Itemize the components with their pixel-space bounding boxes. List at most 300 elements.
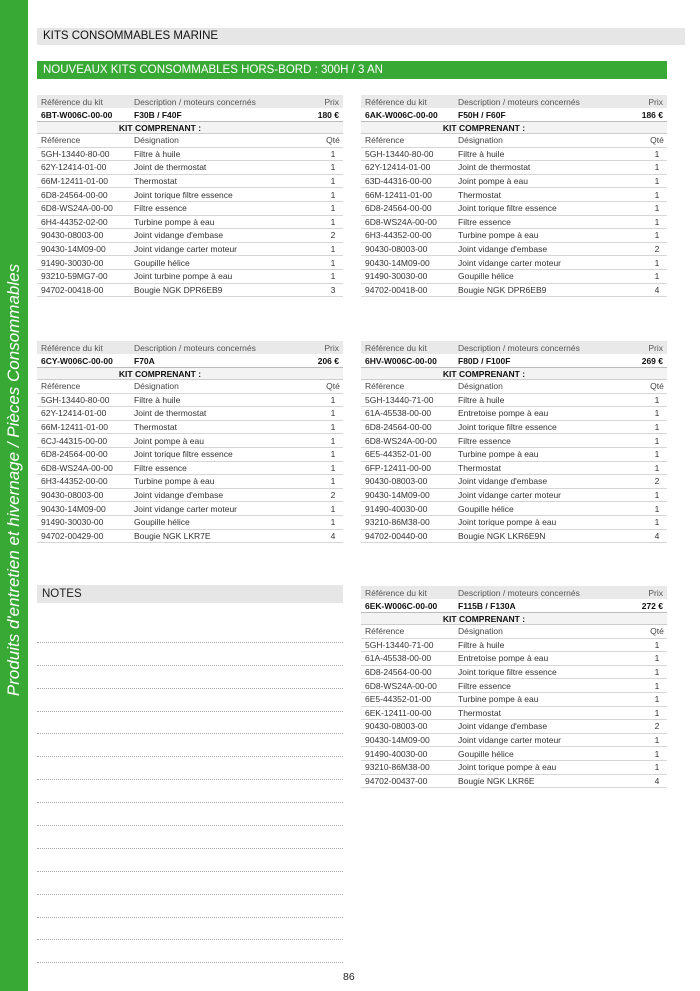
table-row [361,462,667,476]
table-row [361,693,667,707]
part-reference: 90430-08003-00 [41,230,104,241]
col-reference: Référence [365,626,405,637]
kit-desc-label: Description / moteurs concernés [458,96,580,107]
part-qty: 1 [330,162,336,173]
part-qty: 1 [654,762,660,773]
part-reference: 6H3-44352-00-00 [41,476,108,487]
part-reference: 6D8-24564-00-00 [365,667,432,678]
note-line [37,803,343,826]
col-designation: Désignation [458,381,503,392]
table-row [37,530,343,544]
table-row [361,229,667,243]
part-reference: 91490-40030-00 [365,503,428,514]
part-designation: Thermostat [458,462,501,473]
part-reference: 90430-14M09-00 [365,735,430,746]
table-row [37,516,343,530]
part-qty: 1 [654,162,660,173]
kit-ref: 6AK-W006C-00-00 [365,109,438,120]
table-row [361,175,667,189]
kit-desc-label: Description / moteurs concernés [134,96,256,107]
kit-header [361,586,667,599]
part-designation: Bougie NGK DPR6EB9 [134,284,223,295]
part-designation: Bougie NGK LKR6E9N [458,530,546,541]
table-row [37,270,343,284]
part-qty: 2 [654,721,660,732]
kit-models: F115B / F130A [458,600,516,611]
part-qty: 4 [654,775,660,786]
part-reference: 61A-45538-00-00 [365,653,432,664]
col-qty: Qté [326,381,340,392]
part-qty: 1 [330,216,336,227]
table-row [37,434,343,448]
part-qty: 1 [330,422,336,433]
part-designation: Bougie NGK LKR7E [134,530,211,541]
table-row [361,394,667,408]
part-qty: 1 [654,667,660,678]
part-reference: 90430-08003-00 [41,490,104,501]
part-qty: 1 [330,271,336,282]
part-designation: Joint vidange d'embase [134,490,224,501]
part-qty: 1 [654,176,660,187]
section-title: KITS CONSOMMABLES MARINE [37,28,685,45]
part-reference: 66M-12411-01-00 [365,189,432,200]
kit-main-row [37,108,343,122]
part-designation: Filtre à huile [134,148,181,159]
part-reference: 6D8-WS24A-00-00 [365,680,437,691]
part-qty: 1 [654,694,660,705]
kit-main-row [361,354,667,368]
part-designation: Filtre essence [134,462,187,473]
note-line [37,643,343,666]
part-designation: Joint de thermostat [134,162,207,173]
kit-ref: 6EK-W006C-00-00 [365,600,438,611]
part-designation: Goupille hélice [458,271,514,282]
kit-ref-label: Référence du kit [365,342,427,353]
part-designation: Joint vidange d'embase [458,721,548,732]
part-qty: 1 [654,639,660,650]
table-row [361,270,667,284]
banner-title: NOUVEAUX KITS CONSOMMABLES HORS-BORD : 300H / 3 AN [37,61,667,79]
part-reference: 91490-40030-00 [365,748,428,759]
col-qty: Qté [650,135,664,146]
table-row [361,516,667,530]
table-row [361,502,667,516]
part-designation: Joint torique filtre essence [458,667,557,678]
part-reference: 5GH-13440-80-00 [41,148,110,159]
part-reference: 91490-30030-00 [365,271,428,282]
part-qty: 1 [654,653,660,664]
part-designation: Joint vidange d'embase [458,476,548,487]
part-reference: 5GH-13440-80-00 [365,148,434,159]
kit-main-row [37,354,343,368]
kit-table [37,341,343,543]
notes-lines [37,620,343,963]
part-qty: 1 [654,230,660,241]
part-qty: 1 [654,203,660,214]
part-designation: Thermostat [458,707,501,718]
table-row [361,734,667,748]
part-qty: 3 [330,284,336,295]
part-designation: Filtre essence [458,680,511,691]
part-designation: Joint torique filtre essence [458,203,557,214]
table-row [37,175,343,189]
part-reference: 90430-14M09-00 [41,503,106,514]
part-designation: Turbine pompe à eau [458,694,539,705]
kit-desc-label: Description / moteurs concernés [134,342,256,353]
col-designation: Désignation [458,626,503,637]
part-reference: 91490-30030-00 [41,257,104,268]
part-reference: 94702-00418-00 [365,284,428,295]
part-reference: 91490-30030-00 [41,517,104,528]
col-qty: Qté [326,135,340,146]
part-reference: 6H3-44352-00-00 [365,230,432,241]
kit-column-header [361,625,667,639]
kit-column-header [361,380,667,394]
part-qty: 1 [654,422,660,433]
part-qty: 1 [654,148,660,159]
part-reference: 66M-12411-01-00 [41,176,108,187]
notes-title: NOTES [37,585,343,603]
table-row [361,530,667,544]
part-qty: 1 [654,408,660,419]
table-row [37,243,343,257]
kit-desc-label: Description / moteurs concernés [458,587,580,598]
part-designation: Bougie NGK LKR6E [458,775,535,786]
part-qty: 1 [654,707,660,718]
table-row [37,229,343,243]
part-reference: 62Y-12414-01-00 [365,162,431,173]
table-row [361,421,667,435]
part-designation: Turbine pompe à eau [134,216,215,227]
part-reference: 6FP-12411-00-00 [365,462,431,473]
kit-desc-label: Description / moteurs concernés [458,342,580,353]
part-qty: 1 [654,680,660,691]
table-row [361,148,667,162]
table-row [361,489,667,503]
part-reference: 63D-44316-00-00 [365,176,432,187]
table-row [37,202,343,216]
table-row [361,707,667,721]
part-reference: 94702-00440-00 [365,530,428,541]
part-reference: 90430-08003-00 [365,476,428,487]
col-designation: Désignation [134,135,179,146]
part-qty: 1 [654,735,660,746]
kit-header [361,95,667,108]
part-reference: 6D8-WS24A-00-00 [41,462,113,473]
part-reference: 90430-08003-00 [365,721,428,732]
table-row [37,502,343,516]
part-qty: 4 [330,530,336,541]
kit-main-row [361,108,667,122]
part-designation: Thermostat [134,422,177,433]
table-row [361,775,667,789]
kit-table [361,341,667,543]
part-designation: Filtre à huile [134,394,181,405]
kit-models: F30B / F40F [134,109,182,120]
part-qty: 1 [330,435,336,446]
side-bar [0,0,28,991]
kit-price-label: Prix [648,342,663,353]
kit-price: 206 € [317,355,339,366]
part-reference: 90430-14M09-00 [365,490,430,501]
note-line [37,918,343,941]
kit-price-label: Prix [324,96,339,107]
col-qty: Qté [650,626,664,637]
part-reference: 93210-86M38-00 [365,762,430,773]
table-row [37,394,343,408]
part-qty: 4 [654,284,660,295]
part-designation: Joint torique filtre essence [134,449,233,460]
part-qty: 1 [330,462,336,473]
part-reference: 6EK-12411-00-00 [365,707,432,718]
part-reference: 94702-00418-00 [41,284,104,295]
col-reference: Référence [365,135,405,146]
part-designation: Joint pompe à eau [458,176,528,187]
part-reference: 6E5-44352-01-00 [365,694,432,705]
part-qty: 1 [654,394,660,405]
table-row [37,462,343,476]
table-row [37,148,343,162]
part-qty: 1 [654,435,660,446]
part-reference: 6D8-24564-00-00 [41,189,108,200]
kit-column-header [37,380,343,394]
part-designation: Turbine pompe à eau [134,476,215,487]
part-reference: 6D8-24564-00-00 [365,203,432,214]
part-reference: 94702-00437-00 [365,775,428,786]
kit-price: 272 € [641,600,663,611]
part-designation: Filtre essence [134,203,187,214]
table-row [361,747,667,761]
kit-main-row [361,599,667,613]
kit-header [37,95,343,108]
part-designation: Joint de thermostat [134,408,207,419]
part-designation: Turbine pompe à eau [458,449,539,460]
part-designation: Filtre essence [458,216,511,227]
kit-models: F70A [134,355,155,366]
kit-column-header [37,134,343,148]
part-reference: 5GH-13440-71-00 [365,394,434,405]
part-qty: 1 [654,462,660,473]
part-qty: 2 [654,244,660,255]
kit-ref-label: Référence du kit [41,96,103,107]
part-qty: 1 [330,176,336,187]
part-qty: 1 [330,148,336,159]
part-qty: 1 [330,203,336,214]
part-qty: 1 [330,517,336,528]
kit-column-header [361,134,667,148]
part-designation: Bougie NGK DPR6EB9 [458,284,547,295]
note-line [37,620,343,643]
kit-models: F80D / F100F [458,355,511,366]
table-row [361,188,667,202]
kit-ref: 6BT-W006C-00-00 [41,109,113,120]
table-row [37,256,343,270]
note-line [37,666,343,689]
part-reference: 61A-45538-00-00 [365,408,432,419]
part-designation: Goupille hélice [134,257,190,268]
part-qty: 1 [654,490,660,501]
table-row [361,720,667,734]
part-reference: 6D8-WS24A-00-00 [41,203,113,214]
part-qty: 1 [330,476,336,487]
part-qty: 1 [330,394,336,405]
part-reference: 6D8-WS24A-00-00 [365,435,437,446]
part-reference: 6D8-24564-00-00 [41,449,108,460]
note-line [37,712,343,735]
note-line [37,757,343,780]
kit-includes-label: KIT COMPRENANT : [37,122,343,134]
table-row [37,161,343,175]
side-label: Produits d'entretien et hivernage / Pièces Consommables [4,263,23,697]
part-qty: 1 [330,244,336,255]
note-line [37,734,343,757]
page-number: 86 [343,971,355,983]
part-designation: Thermostat [134,176,177,187]
table-row [37,475,343,489]
part-designation: Joint turbine pompe à eau [134,271,233,282]
table-row [37,448,343,462]
table-row [37,421,343,435]
kit-table [361,95,667,297]
part-designation: Thermostat [458,189,501,200]
part-designation: Joint vidange carter moteur [458,735,561,746]
part-reference: 93210-86M38-00 [365,517,430,528]
part-designation: Entretoise pompe à eau [458,408,549,419]
part-reference: 93210-59MG7-00 [41,271,108,282]
part-qty: 1 [330,408,336,419]
table-row [361,216,667,230]
col-designation: Désignation [134,381,179,392]
kit-includes-label: KIT COMPRENANT : [361,613,667,625]
kit-includes-label: KIT COMPRENANT : [361,122,667,134]
table-row [361,448,667,462]
kit-table [37,95,343,297]
part-reference: 6D8-WS24A-00-00 [365,216,437,227]
note-line [37,826,343,849]
table-row [361,639,667,653]
kit-ref-label: Référence du kit [365,587,427,598]
note-line [37,780,343,803]
kit-price-label: Prix [648,587,663,598]
note-line [37,849,343,872]
part-reference: 6E5-44352-01-00 [365,449,432,460]
part-reference: 94702-00429-00 [41,530,104,541]
part-qty: 1 [654,271,660,282]
table-row [361,679,667,693]
part-designation: Joint vidange d'embase [134,230,224,241]
part-designation: Goupille hélice [458,503,514,514]
part-designation: Filtre à huile [458,639,505,650]
table-row [361,202,667,216]
table-row [361,407,667,421]
kit-ref: 6HV-W006C-00-00 [365,355,437,366]
kit-price-label: Prix [648,96,663,107]
kit-header [361,341,667,354]
part-qty: 1 [654,189,660,200]
part-designation: Joint pompe à eau [134,435,204,446]
part-reference: 90430-14M09-00 [41,244,106,255]
part-designation: Joint de thermostat [458,162,531,173]
part-designation: Joint vidange carter moteur [458,257,561,268]
part-qty: 2 [330,230,336,241]
note-line [37,872,343,895]
part-designation: Turbine pompe à eau [458,230,539,241]
note-line [37,940,343,963]
part-reference: 5GH-13440-80-00 [41,394,110,405]
table-row [361,761,667,775]
part-designation: Joint torique pompe à eau [458,762,557,773]
part-qty: 2 [654,476,660,487]
part-reference: 90430-08003-00 [365,244,428,255]
part-reference: 6CJ-44315-00-00 [41,435,108,446]
kit-price: 269 € [641,355,663,366]
part-reference: 62Y-12414-01-00 [41,162,107,173]
part-qty: 1 [330,503,336,514]
col-qty: Qté [650,381,664,392]
kit-price-label: Prix [324,342,339,353]
table-row [361,666,667,680]
part-qty: 1 [654,517,660,528]
part-designation: Joint vidange carter moteur [134,503,237,514]
note-line [37,689,343,712]
kit-includes-label: KIT COMPRENANT : [37,368,343,380]
part-designation: Filtre à huile [458,148,505,159]
kit-table [361,586,667,788]
col-reference: Référence [41,381,81,392]
part-designation: Joint torique filtre essence [458,422,557,433]
part-reference: 5GH-13440-71-00 [365,639,434,650]
table-row [361,652,667,666]
part-reference: 62Y-12414-01-00 [41,408,107,419]
part-designation: Joint vidange carter moteur [134,244,237,255]
table-row [361,434,667,448]
part-designation: Joint vidange carter moteur [458,490,561,501]
part-reference: 66M-12411-01-00 [41,422,108,433]
part-reference: 90430-14M09-00 [365,257,430,268]
part-qty: 1 [330,449,336,460]
part-qty: 1 [654,748,660,759]
table-row [361,256,667,270]
table-row [361,284,667,298]
part-qty: 1 [330,257,336,268]
table-row [37,489,343,503]
note-line [37,895,343,918]
part-reference: 6D8-24564-00-00 [365,422,432,433]
part-designation: Goupille hélice [134,517,190,528]
part-designation: Goupille hélice [458,748,514,759]
col-reference: Référence [41,135,81,146]
table-row [37,284,343,298]
table-row [361,161,667,175]
part-designation: Joint torique pompe à eau [458,517,557,528]
part-designation: Entretoise pompe à eau [458,653,549,664]
part-designation: Filtre à huile [458,394,505,405]
table-row [361,243,667,257]
kit-models: F50H / F60F [458,109,506,120]
table-row [361,475,667,489]
part-qty: 4 [654,530,660,541]
part-qty: 1 [654,449,660,460]
col-reference: Référence [365,381,405,392]
table-row [37,216,343,230]
kit-price: 180 € [317,109,339,120]
part-designation: Filtre essence [458,435,511,446]
part-designation: Joint torique filtre essence [134,189,233,200]
kit-ref: 6CY-W006C-00-00 [41,355,113,366]
kit-ref-label: Référence du kit [365,96,427,107]
col-designation: Désignation [458,135,503,146]
part-reference: 6H4-44352-02-00 [41,216,108,227]
